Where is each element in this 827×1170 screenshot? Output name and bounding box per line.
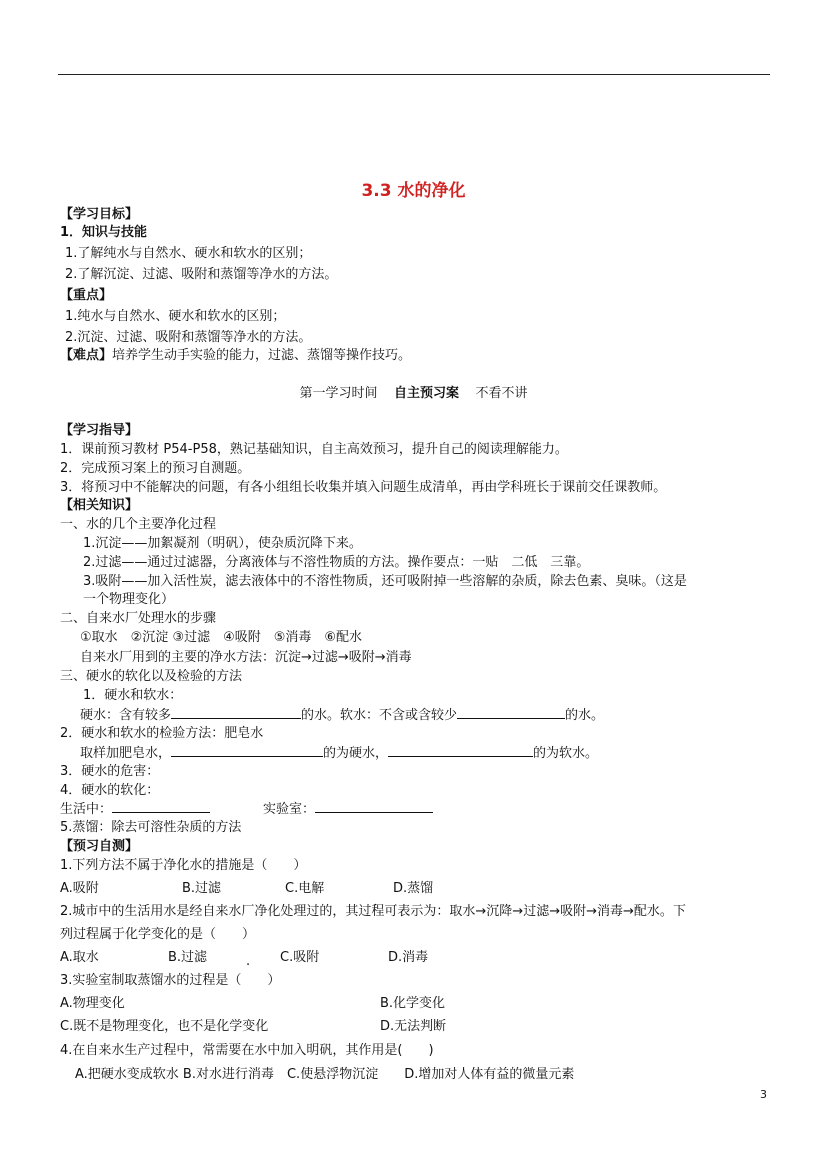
- objectives-heading: 【学习目标】: [60, 207, 139, 222]
- question-2-stem-cont: 列过程属于化学变化的是（ ）: [60, 927, 256, 942]
- key-points-heading: 【重点】: [60, 288, 113, 303]
- question-2-option-d: D.消毒: [388, 950, 429, 965]
- section1-item: 一个物理变化）: [83, 592, 175, 607]
- softening-life-blank[interactable]: [112, 800, 210, 813]
- guidance-item: 2．完成预习案上的预习自测题。: [60, 461, 251, 476]
- section2-methods: 自来水厂用到的主要的净水方法：沉淀→过滤→吸附→消毒: [80, 650, 412, 665]
- key-point-item: 1.纯水与自然水、硬水和软水的区别；: [65, 309, 286, 324]
- soap-test-line: [80, 744, 598, 763]
- page-title: 3.3 水的净化: [361, 181, 466, 201]
- question-2-dot: .: [246, 954, 251, 969]
- question-3-stem: 3.实验室制取蒸馏水的过程是（ ）: [60, 973, 281, 988]
- page-number: 3: [760, 1088, 767, 1101]
- objective-item: 1.了解纯水与自然水、硬水和软水的区别；: [65, 246, 312, 261]
- question-1-stem: 1.下列方法不属于净化水的措施是（ ）: [60, 858, 307, 873]
- section2-heading: 二、自来水厂处理水的步骤: [60, 611, 217, 626]
- softening-lab-blank[interactable]: [315, 800, 433, 813]
- section3-item: 5.蒸馏：除去可溶性杂质的方法: [60, 820, 242, 835]
- softening-lab-line: [263, 800, 433, 819]
- knowledge-heading: 【相关知识】: [60, 498, 139, 513]
- difficulty-line: [60, 347, 411, 365]
- soft-test-blank[interactable]: [388, 744, 533, 757]
- question-1-option-b: B.过滤: [182, 881, 222, 896]
- softening-lab-label: 实验室：: [263, 802, 316, 817]
- softening-life-label: 生活中：: [60, 802, 113, 817]
- section2-steps: ①取水 ②沉淀 ③过滤 ④吸附 ⑤消毒 ⑥配水: [80, 630, 363, 645]
- question-3-option-a: A.物理变化: [60, 996, 125, 1011]
- selftest-heading: 【预习自测】: [60, 839, 139, 854]
- hard-water-blank[interactable]: [171, 706, 301, 719]
- guidance-item: 1．课前预习教材 P54-P58，熟记基础知识，自主高效预习，提升自己的阅读理解能力。: [60, 442, 568, 457]
- guidance-heading: 【学习指导】: [60, 423, 139, 438]
- section3-item: 3．硬水的危害：: [60, 764, 160, 779]
- question-2-option-c: C.吸附: [280, 950, 320, 965]
- hard-soft-line: [80, 706, 604, 725]
- question-3-option-b: B.化学变化: [380, 996, 446, 1011]
- guidance-item: 3．将预习中不能解决的问题，有各小组组长收集并填入问题生成清单，再由学科班长于课前交任课教师。: [60, 480, 667, 495]
- question-3-option-c: C.既不是物理变化，也不是化学变化: [60, 1019, 269, 1034]
- soap-test-label: 取样加肥皂水，: [80, 746, 172, 761]
- soft-water-suffix: 的水。: [565, 708, 605, 723]
- soft-water-label: 的水。软水：不含或含较少: [301, 708, 458, 723]
- section1-item: 2.过滤——通过过滤器，分离液体与不溶性物质的方法。操作要点：一贴 二低 三靠。: [83, 555, 590, 570]
- objectives-subheading: 1．知识与技能: [60, 225, 148, 240]
- hard-test-label: 的为硬水，: [323, 746, 389, 761]
- question-1-option-d: D.蒸馏: [393, 881, 434, 896]
- session-line: [0, 385, 827, 403]
- section1-item: 3.吸附——加入活性炭，滤去液体中的不溶性物质，还可吸附掉一些溶解的杂质，除去色素、臭味。（这是: [83, 574, 687, 589]
- key-point-item: 2.沉淀、过滤、吸附和蒸馏等净水的方法。: [65, 330, 312, 345]
- question-4-options: A.把硬水变成软水 B.对水进行消毒 C.使悬浮物沉淀 D.增加对人体有益的微量元素: [75, 1067, 575, 1082]
- section3-item: 2．硬水和软水的检验方法：肥皂水: [60, 726, 264, 741]
- hard-water-label: 硬水：含有较多: [80, 708, 172, 723]
- section1-item: 1.沉淀——加絮凝剂（明矾），使杂质沉降下来。: [83, 536, 362, 551]
- question-2-option-a: A.取水: [60, 950, 99, 965]
- question-1-option-a: A.吸附: [60, 881, 99, 896]
- question-2-stem: 2.城市中的生活用水是经自来水厂净化处理过的，其过程可表示为：取水→沉降→过滤→吸附→消毒→配水。下: [60, 904, 686, 919]
- section3-item: 4．硬水的软化：: [60, 783, 160, 798]
- session-part3: 不看不讲: [475, 386, 528, 401]
- softening-life-line: [60, 800, 210, 819]
- difficulty-heading: 【难点】: [60, 348, 113, 363]
- objective-item: 2.了解沉淀、过滤、吸附和蒸馏等净水的方法。: [65, 267, 338, 282]
- hard-test-blank[interactable]: [171, 744, 323, 757]
- soft-test-label: 的为软水。: [533, 746, 599, 761]
- difficulty-text: 培养学生动手实验的能力，过滤、蒸馏等操作技巧。: [112, 348, 412, 363]
- section1-heading: 一、水的几个主要净化过程: [60, 517, 217, 532]
- session-part1: 第一学习时间: [299, 386, 378, 401]
- session-part2: 自主预习案: [393, 386, 459, 401]
- question-3-option-d: D.无法判断: [380, 1019, 447, 1034]
- question-2-option-b: B.过滤: [168, 950, 208, 965]
- section3-heading: 三、硬水的软化以及检验的方法: [60, 669, 243, 684]
- question-4-stem: 4.在自来水生产过程中，常需要在水中加入明矾，其作用是( ): [60, 1043, 434, 1058]
- section3-item: 1．硬水和软水：: [83, 688, 183, 703]
- header-rule: [58, 74, 770, 75]
- soft-water-blank[interactable]: [457, 706, 565, 719]
- question-1-option-c: C.电解: [285, 881, 325, 896]
